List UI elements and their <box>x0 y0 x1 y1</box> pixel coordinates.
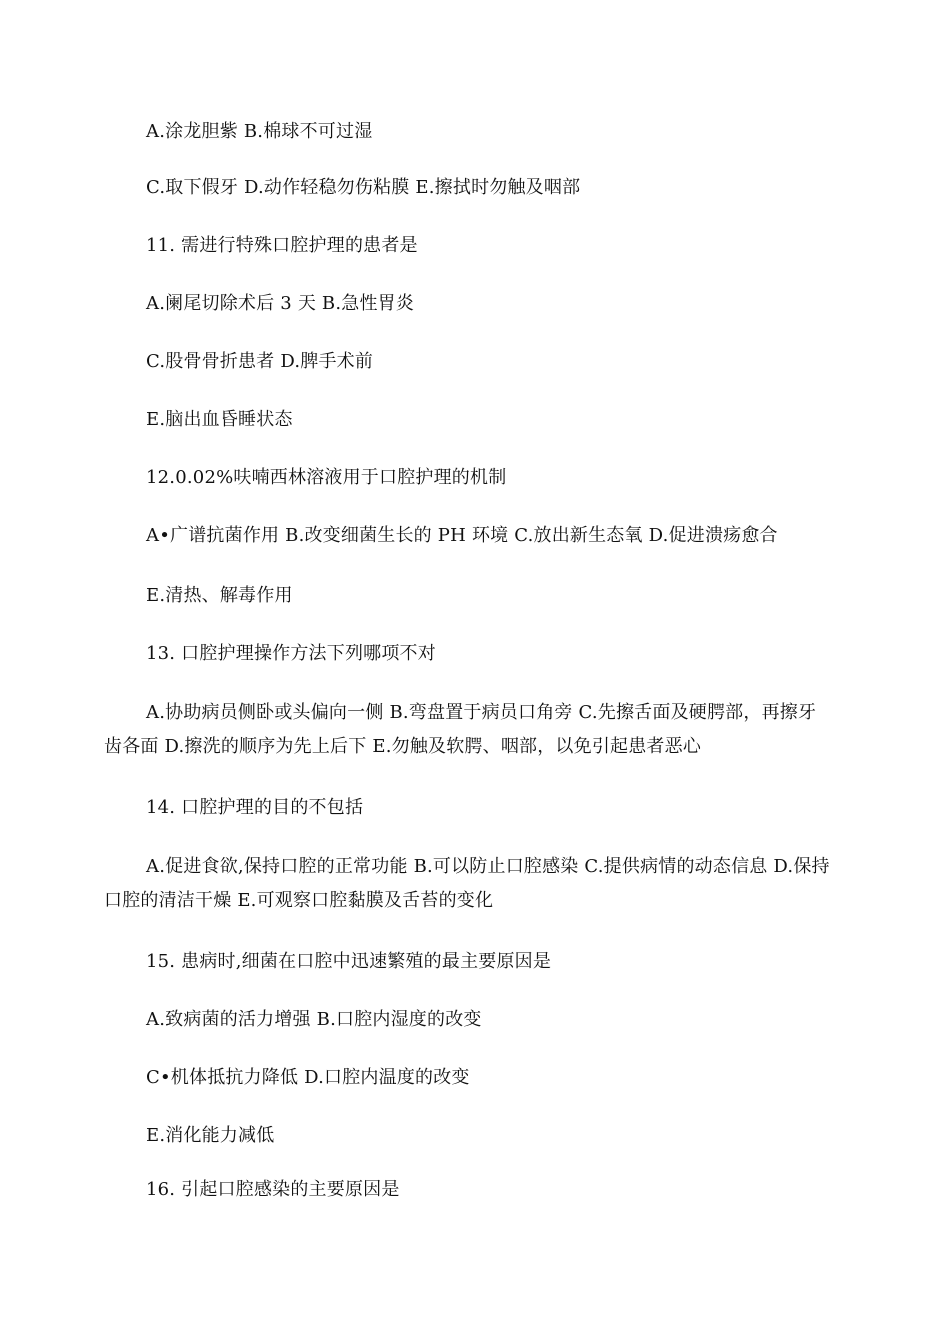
option-line: A.阑尾切除术后 3 天 B.急性胃炎 <box>146 293 415 314</box>
option-line: E.消化能力减低 <box>146 1125 275 1146</box>
question-15: 15. 患病时,细菌在口腔中迅速繁殖的最主要原因是 <box>146 951 552 972</box>
option-line: A•广谱抗菌作用 B.改变细菌生长的 PH 环境 C.放出新生态氧 D.促进溃疡愈合 <box>146 525 778 546</box>
option-paragraph: A.促进食欲,保持口腔的正常功能 B.可以防止口腔感染 C.提供病情的动态信息 D.保持口腔的清洁干燥 E.可观察口腔黏膜及舌苔的变化 <box>104 856 830 911</box>
option-line: A.涂龙胆紫 B.棉球不可过湿 <box>146 121 373 142</box>
question-12: 12.0.02%呋喃西林溶液用于口腔护理的机制 <box>146 467 507 488</box>
question-11: 11. 需进行特殊口腔护理的患者是 <box>146 235 418 256</box>
option-line: C.取下假牙 D.动作轻稳勿伤粘膜 E.擦拭时勿触及咽部 <box>146 177 581 198</box>
question-16: 16. 引起口腔感染的主要原因是 <box>146 1179 400 1200</box>
option-line: E.清热、解毒作用 <box>146 585 293 606</box>
option-line: C.股骨骨折患者 D.脾手术前 <box>146 351 374 372</box>
option-paragraph: A.协助病员侧卧或头偏向一侧 B.弯盘置于病员口角旁 C.先擦舌面及硬腭部，再擦牙齿各面 D.擦洗的顺序为先上后下 E.勿触及软腭、咽部，以免引起患者恶心 <box>104 702 817 757</box>
question-13: 13. 口腔护理操作方法下列哪项不对 <box>146 643 436 664</box>
option-line: A.致病菌的活力增强 B.口腔内湿度的改变 <box>146 1009 482 1030</box>
question-14: 14. 口腔护理的目的不包括 <box>146 797 364 818</box>
option-line: E.脑出血昏睡状态 <box>146 409 293 430</box>
option-line: C•机体抵抗力降低 D.口腔内温度的改变 <box>146 1067 470 1088</box>
